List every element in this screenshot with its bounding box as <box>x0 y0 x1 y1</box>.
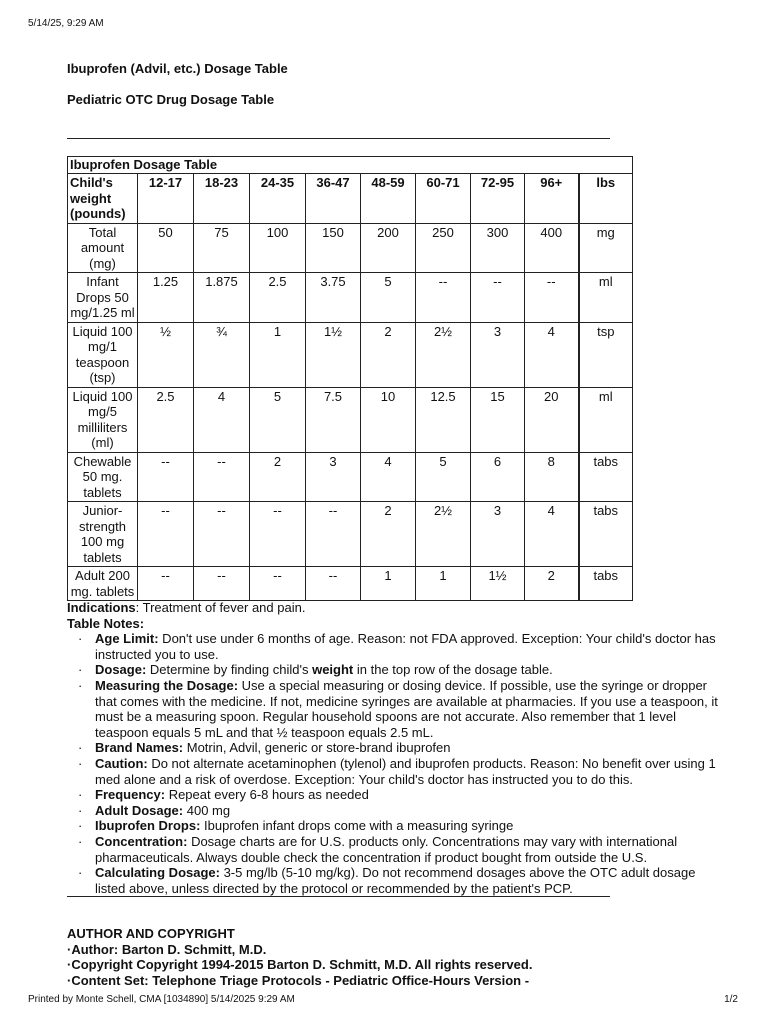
dose-cell: 150 <box>306 223 361 273</box>
weight-column-header: 36-47 <box>306 174 361 224</box>
dose-cell: -- <box>194 567 250 601</box>
list-item: · Dosage: Determine by finding child's weight in the top row of the dosage table. <box>78 662 553 678</box>
unit-cell: tsp <box>579 322 633 387</box>
list-item: · Caution: Do not alternate acetaminophen (tylenol) and ibuprofen products. Reason: No benefit over using 1 med alone and a risk of overdose. Exception: Your child's doctor has instructed you to do this. <box>78 755 716 787</box>
dose-cell: -- <box>525 273 579 323</box>
table-row <box>68 502 633 567</box>
dose-cell: 5 <box>250 387 306 452</box>
bullet: · <box>78 740 83 756</box>
dose-cell: 1 <box>361 567 416 601</box>
dose-cell: -- <box>250 502 306 567</box>
dose-cell: 2½ <box>416 322 471 387</box>
dose-cell: 2.5 <box>138 387 194 452</box>
dose-cell: -- <box>250 567 306 601</box>
dose-cell: -- <box>471 273 525 323</box>
unit-cell: ml <box>579 273 633 323</box>
author-section <box>67 926 532 988</box>
unit-cell: tabs <box>579 567 633 601</box>
bullet: · <box>78 818 83 834</box>
dose-cell: -- <box>306 567 361 601</box>
dose-cell: 300 <box>471 223 525 273</box>
unit-cell: tabs <box>579 452 633 502</box>
table-notes-list <box>67 631 727 896</box>
dose-cell: 200 <box>361 223 416 273</box>
notes-section <box>67 600 727 896</box>
bullet: · <box>78 631 83 647</box>
dose-cell: 8 <box>525 452 579 502</box>
dose-cell: 5 <box>416 452 471 502</box>
list-item: · Brand Names: Motrin, Advil, generic or store-brand ibuprofen <box>78 740 451 756</box>
document-title: Ibuprofen (Advil, etc.) Dosage Table <box>67 61 288 76</box>
dose-cell: 1.25 <box>138 273 194 323</box>
author-line: ·Author: Barton D. Schmitt, M.D. <box>67 941 267 957</box>
list-item: · Measuring the Dosage: Use a special measuring or dosing device. If possible, use the syringe or dropper that comes with the medicine. If not, medicine syringes are available at pharmacies. If you use a teaspoon, it must be a measuring spoon. Regular household spoons are not accurate. Also remember that 1 level teaspoon equals 5 mL and that ½ teaspoon equals 2.5 mL. <box>78 677 718 740</box>
table-row <box>68 452 633 502</box>
indications-line <box>67 600 727 616</box>
bullet: · <box>78 865 83 881</box>
row-label: Junior-strength 100 mg tablets <box>68 502 138 567</box>
dose-cell: 3 <box>306 452 361 502</box>
copyright-line: ·Copyright Copyright 1994-2015 Barton D. Schmitt, M.D. All rights reserved. <box>67 957 533 973</box>
dose-cell: 15 <box>471 387 525 452</box>
table-notes-heading: Table Notes: <box>67 615 145 631</box>
weight-column-header: 60-71 <box>416 174 471 224</box>
dose-cell: ¾ <box>194 322 250 387</box>
dose-cell: 100 <box>250 223 306 273</box>
dose-cell: 20 <box>525 387 579 452</box>
unit-cell: mg <box>579 223 633 273</box>
dose-cell: -- <box>138 452 194 502</box>
dose-cell: 1.875 <box>194 273 250 323</box>
dose-cell: 2½ <box>416 502 471 567</box>
page-number: 1/2 <box>724 994 738 1005</box>
weight-column-header: 96+ <box>525 174 579 224</box>
dose-cell: 400 <box>525 223 579 273</box>
bullet: · <box>78 802 83 818</box>
dose-cell: 2 <box>361 502 416 567</box>
weight-header-row <box>68 174 633 224</box>
weight-column-header: 72-95 <box>471 174 525 224</box>
dose-cell: 5 <box>361 273 416 323</box>
dose-cell: 4 <box>361 452 416 502</box>
unit-cell: ml <box>579 387 633 452</box>
content-set-line: ·Content Set: Telephone Triage Protocols - Pediatric Office-Hours Version - <box>67 972 530 988</box>
dose-cell: 7.5 <box>306 387 361 452</box>
dose-cell: 2 <box>250 452 306 502</box>
dose-cell: 4 <box>525 502 579 567</box>
table-caption: Ibuprofen Dosage Table <box>68 157 633 174</box>
list-item: · Age Limit: Don't use under 6 months of age. Reason: not FDA approved. Exception: Your child's doctor has instructed you to use. <box>78 631 716 662</box>
list-item: · Calculating Dosage: 3-5 mg/lb (5-10 mg/kg). Do not recommend dosages above the OTC adult dosage listed above, unless directed by the protocol or recommended by the patient's PCP. <box>78 865 696 896</box>
weight-column-header: 12-17 <box>138 174 194 224</box>
row-label: Liquid 100 mg/1 teaspoon (tsp) <box>68 322 138 387</box>
dose-cell: 6 <box>471 452 525 502</box>
dose-cell: 3.75 <box>306 273 361 323</box>
dose-cell: -- <box>416 273 471 323</box>
bullet: · <box>78 662 83 678</box>
row-label: Adult 200 mg. tablets <box>68 567 138 601</box>
table-row <box>68 273 633 323</box>
dose-cell: 2 <box>361 322 416 387</box>
document-subtitle: Pediatric OTC Drug Dosage Table <box>67 92 275 107</box>
weight-column-header: 48-59 <box>361 174 416 224</box>
row-label: Infant Drops 50 mg/1.25 ml <box>68 273 138 323</box>
dose-cell: -- <box>138 567 194 601</box>
dose-cell: -- <box>138 502 194 567</box>
list-item: · Adult Dosage: 400 mg <box>78 802 231 818</box>
list-item: · Frequency: Repeat every 6-8 hours as needed <box>78 787 369 803</box>
dose-cell: 3 <box>471 322 525 387</box>
dose-cell: 2.5 <box>250 273 306 323</box>
indications-text: : Treatment of fever and pain. <box>135 600 306 615</box>
dose-cell: -- <box>194 502 250 567</box>
bullet: · <box>78 677 83 693</box>
dose-cell: 3 <box>471 502 525 567</box>
table-row <box>68 322 633 387</box>
dose-cell: 10 <box>361 387 416 452</box>
row-label: Chewable 50 mg. tablets <box>68 452 138 502</box>
dose-cell: 50 <box>138 223 194 273</box>
bullet: · <box>78 755 83 771</box>
unit-column-header: lbs <box>579 174 633 224</box>
dose-cell: 1 <box>250 322 306 387</box>
author-heading: AUTHOR AND COPYRIGHT <box>67 926 235 941</box>
unit-cell: tabs <box>579 502 633 567</box>
row-label: Liquid 100 mg/5 milliliters (ml) <box>68 387 138 452</box>
dose-cell: -- <box>194 452 250 502</box>
weight-column-header: 18-23 <box>194 174 250 224</box>
dose-cell: 75 <box>194 223 250 273</box>
bottom-divider <box>67 896 610 897</box>
printed-by-footer: Printed by Monte Schell, CMA [1034890] 5/14/2025 9:29 AM <box>28 994 295 1005</box>
table-row <box>68 567 633 601</box>
print-timestamp: 5/14/25, 9:29 AM <box>28 18 104 29</box>
row-label: Total amount (mg) <box>68 223 138 273</box>
dose-cell: -- <box>306 502 361 567</box>
weight-corner-label: Child's weight (pounds) <box>68 174 138 224</box>
dose-cell: 12.5 <box>416 387 471 452</box>
table-row <box>68 223 633 273</box>
table-row <box>68 387 633 452</box>
weight-column-header: 24-35 <box>250 174 306 224</box>
dose-cell: 1 <box>416 567 471 601</box>
top-divider <box>67 138 610 139</box>
dose-cell: 2 <box>525 567 579 601</box>
dose-cell: 4 <box>525 322 579 387</box>
dose-cell: 1½ <box>471 567 525 601</box>
dose-cell: 250 <box>416 223 471 273</box>
dose-cell: ½ <box>138 322 194 387</box>
bullet: · <box>78 787 83 803</box>
dose-cell: 4 <box>194 387 250 452</box>
dosage-table <box>67 156 633 601</box>
dose-cell: 1½ <box>306 322 361 387</box>
list-item: · Concentration: Dosage charts are for U.S. products only. Concentrations may vary with international pharmaceuticals. Always double check the concentration if product bought from outside the U.S. <box>78 833 678 865</box>
list-item: · Ibuprofen Drops: Ibuprofen infant drops come with a measuring syringe <box>78 818 514 834</box>
indications-label: Indications <box>67 600 136 615</box>
bullet: · <box>78 833 83 849</box>
